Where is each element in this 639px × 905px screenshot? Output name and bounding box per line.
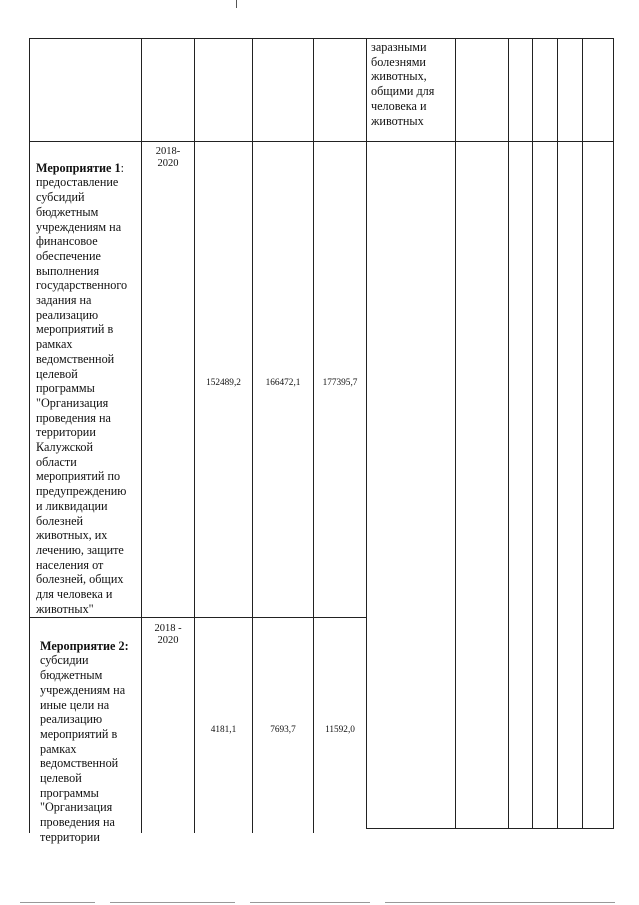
- activity-1-period: 2018- 2020: [155, 146, 181, 169]
- table-top-border: [29, 38, 614, 39]
- activity-1-value-2020: 177395,7: [322, 378, 358, 388]
- column-border: [455, 38, 456, 829]
- activity-2-title-suffix: :: [124, 638, 129, 653]
- activity-1-cell: [36, 146, 140, 631]
- goal-continuation-text: заразными болезнями животных, общими для человека и животных: [371, 40, 435, 128]
- activity-2-title: Мероприятие 2: [40, 638, 125, 653]
- activity-2-cell: [40, 624, 140, 859]
- column-border: [194, 38, 195, 833]
- column-border: [313, 38, 314, 833]
- scan-edge-line: [385, 902, 615, 903]
- scan-edge-line: [250, 902, 370, 903]
- activity-2-description: субсидии бюджетным учреждениям на иные цели на реализацию мероприятий в рамках ведомственной целевой программы "Организация проведения на территории: [40, 653, 126, 844]
- activity-2-period: 2018 - 2020: [154, 623, 182, 646]
- column-border: [613, 38, 614, 829]
- activity-2-value-2020: 11592,0: [325, 725, 355, 735]
- column-border: [582, 38, 583, 829]
- header-row-border: [29, 141, 614, 142]
- activity-1-title: Мероприятие 1: [36, 160, 121, 175]
- activity-2-value-2018: 4181,1: [210, 725, 237, 735]
- activity-1-value-2018: 152489,2: [206, 378, 241, 388]
- column-border: [508, 38, 509, 829]
- column-border: [252, 38, 253, 833]
- table-bottom-border: [366, 828, 614, 829]
- scan-edge-line: [20, 902, 95, 903]
- scan-edge-line: [110, 902, 235, 903]
- scan-mark: [236, 0, 237, 8]
- activity-2-value-2019: 7693,7: [270, 725, 296, 735]
- column-border: [366, 38, 367, 829]
- column-border: [532, 38, 533, 829]
- activity-1-title-suffix: :: [120, 160, 124, 175]
- activity-1-description: предоставление субсидий бюджетным учреждениям на финансовое обеспечение выполнения государственного задания на реализацию мероприятий в рамках ведомственной целевой программы "Организация проведения на территории Калужской области мероприятий по предупреждению и ликвидации болезней животных, их лечению, защите населения от болезней, общих для человека и животных": [36, 175, 128, 616]
- column-border: [557, 38, 558, 829]
- activity-1-value-2019: 166472,1: [265, 378, 301, 388]
- column-border: [29, 38, 30, 833]
